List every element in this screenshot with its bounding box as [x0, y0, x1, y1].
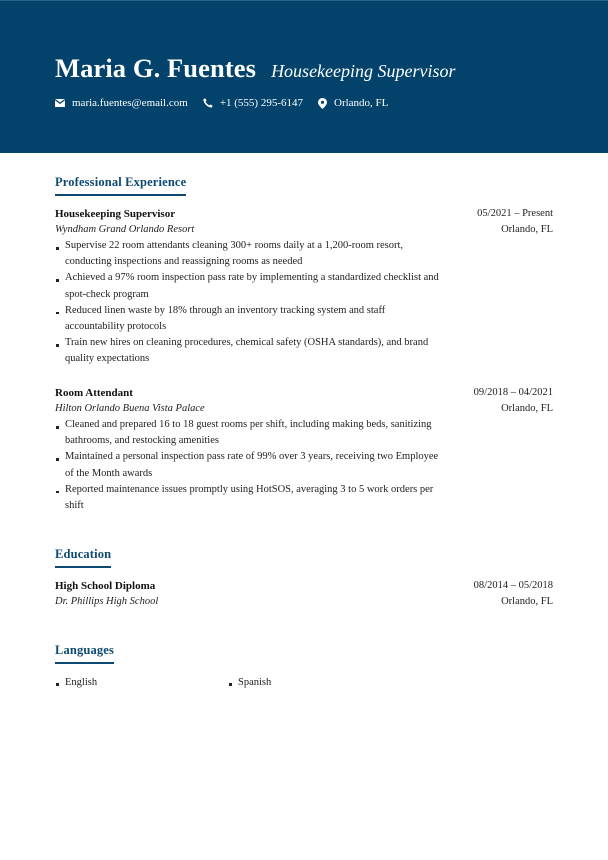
job-title: Housekeeping Supervisor [55, 208, 176, 220]
contact-row [55, 97, 403, 109]
degree: High School Diploma [55, 580, 156, 592]
achievement-item: Maintained a personal inspection pass rate of 99% over 3 years, receiving two Employee of the Month awards [55, 449, 445, 481]
achievement-item: Reported maintenance issues promptly using HotSOS, averaging 3 to 5 work orders per shift [55, 482, 445, 514]
phone-icon [203, 98, 213, 108]
employer: Wyndham Grand Orlando Resort [55, 224, 195, 235]
achievement-item: Achieved a 97% room inspection pass rate by implementing a standardized checklist and spot-check program [55, 270, 445, 302]
section-title-languages: Languages [55, 643, 114, 664]
achievement-item: Reduced linen waste by 18% through an inventory tracking system and staff accountability protocols [55, 303, 445, 335]
education-location: Orlando, FL [501, 596, 553, 607]
contact-phone-text: +1 (555) 295-6147 [219, 97, 304, 109]
location-pin-icon [318, 98, 327, 109]
job-location: Orlando, FL [501, 224, 553, 235]
language-list [55, 676, 401, 690]
school: Dr. Phillips High School [55, 596, 159, 607]
achievement-item: Supervise 22 room attendants cleaning 300+ rooms daily at a 1,200-room resort, conducting inspections and reassigning rooms as needed [55, 238, 445, 270]
contact-email-text: maria.fuentes@email.com [72, 97, 188, 109]
envelope-icon [55, 99, 65, 107]
contact-location [318, 97, 388, 109]
contact-location-text: Orlando, FL [334, 97, 389, 109]
job-title: Room Attendant [55, 387, 133, 399]
job-location: Orlando, FL [501, 403, 553, 414]
job-dates: 05/2021 – Present [477, 208, 553, 219]
candidate-headline: Housekeeping Supervisor [271, 61, 456, 81]
education-entry [55, 578, 553, 607]
achievement-item: Cleaned and prepared 16 to 18 guest rooms per shift, including making beds, sanitizing bathrooms, and restocking amenities [55, 417, 445, 449]
entry-header [55, 206, 553, 235]
achievement-item: Train new hires on cleaning procedures, chemical safety (OSHA standards), and brand quality expectations [55, 335, 445, 367]
achievement-list [55, 238, 445, 368]
resume-header [0, 0, 608, 153]
education-dates: 08/2014 – 05/2018 [473, 580, 553, 591]
candidate-name: Maria G. Fuentes [55, 53, 257, 83]
language-item: Spanish [228, 676, 401, 690]
job-dates: 09/2018 – 04/2021 [473, 387, 553, 398]
achievement-list [55, 417, 445, 514]
employer: Hilton Orlando Buena Vista Palace [55, 403, 205, 414]
experience-entry [55, 385, 553, 514]
contact-phone[interactable] [203, 97, 303, 109]
experience-entry [55, 206, 553, 368]
entry-header [55, 578, 553, 607]
entry-header [55, 385, 553, 414]
name-row [55, 53, 456, 84]
language-item: English [55, 676, 228, 690]
section-title-experience: Professional Experience [55, 175, 186, 196]
section-title-education: Education [55, 547, 111, 568]
contact-email[interactable] [55, 97, 188, 109]
